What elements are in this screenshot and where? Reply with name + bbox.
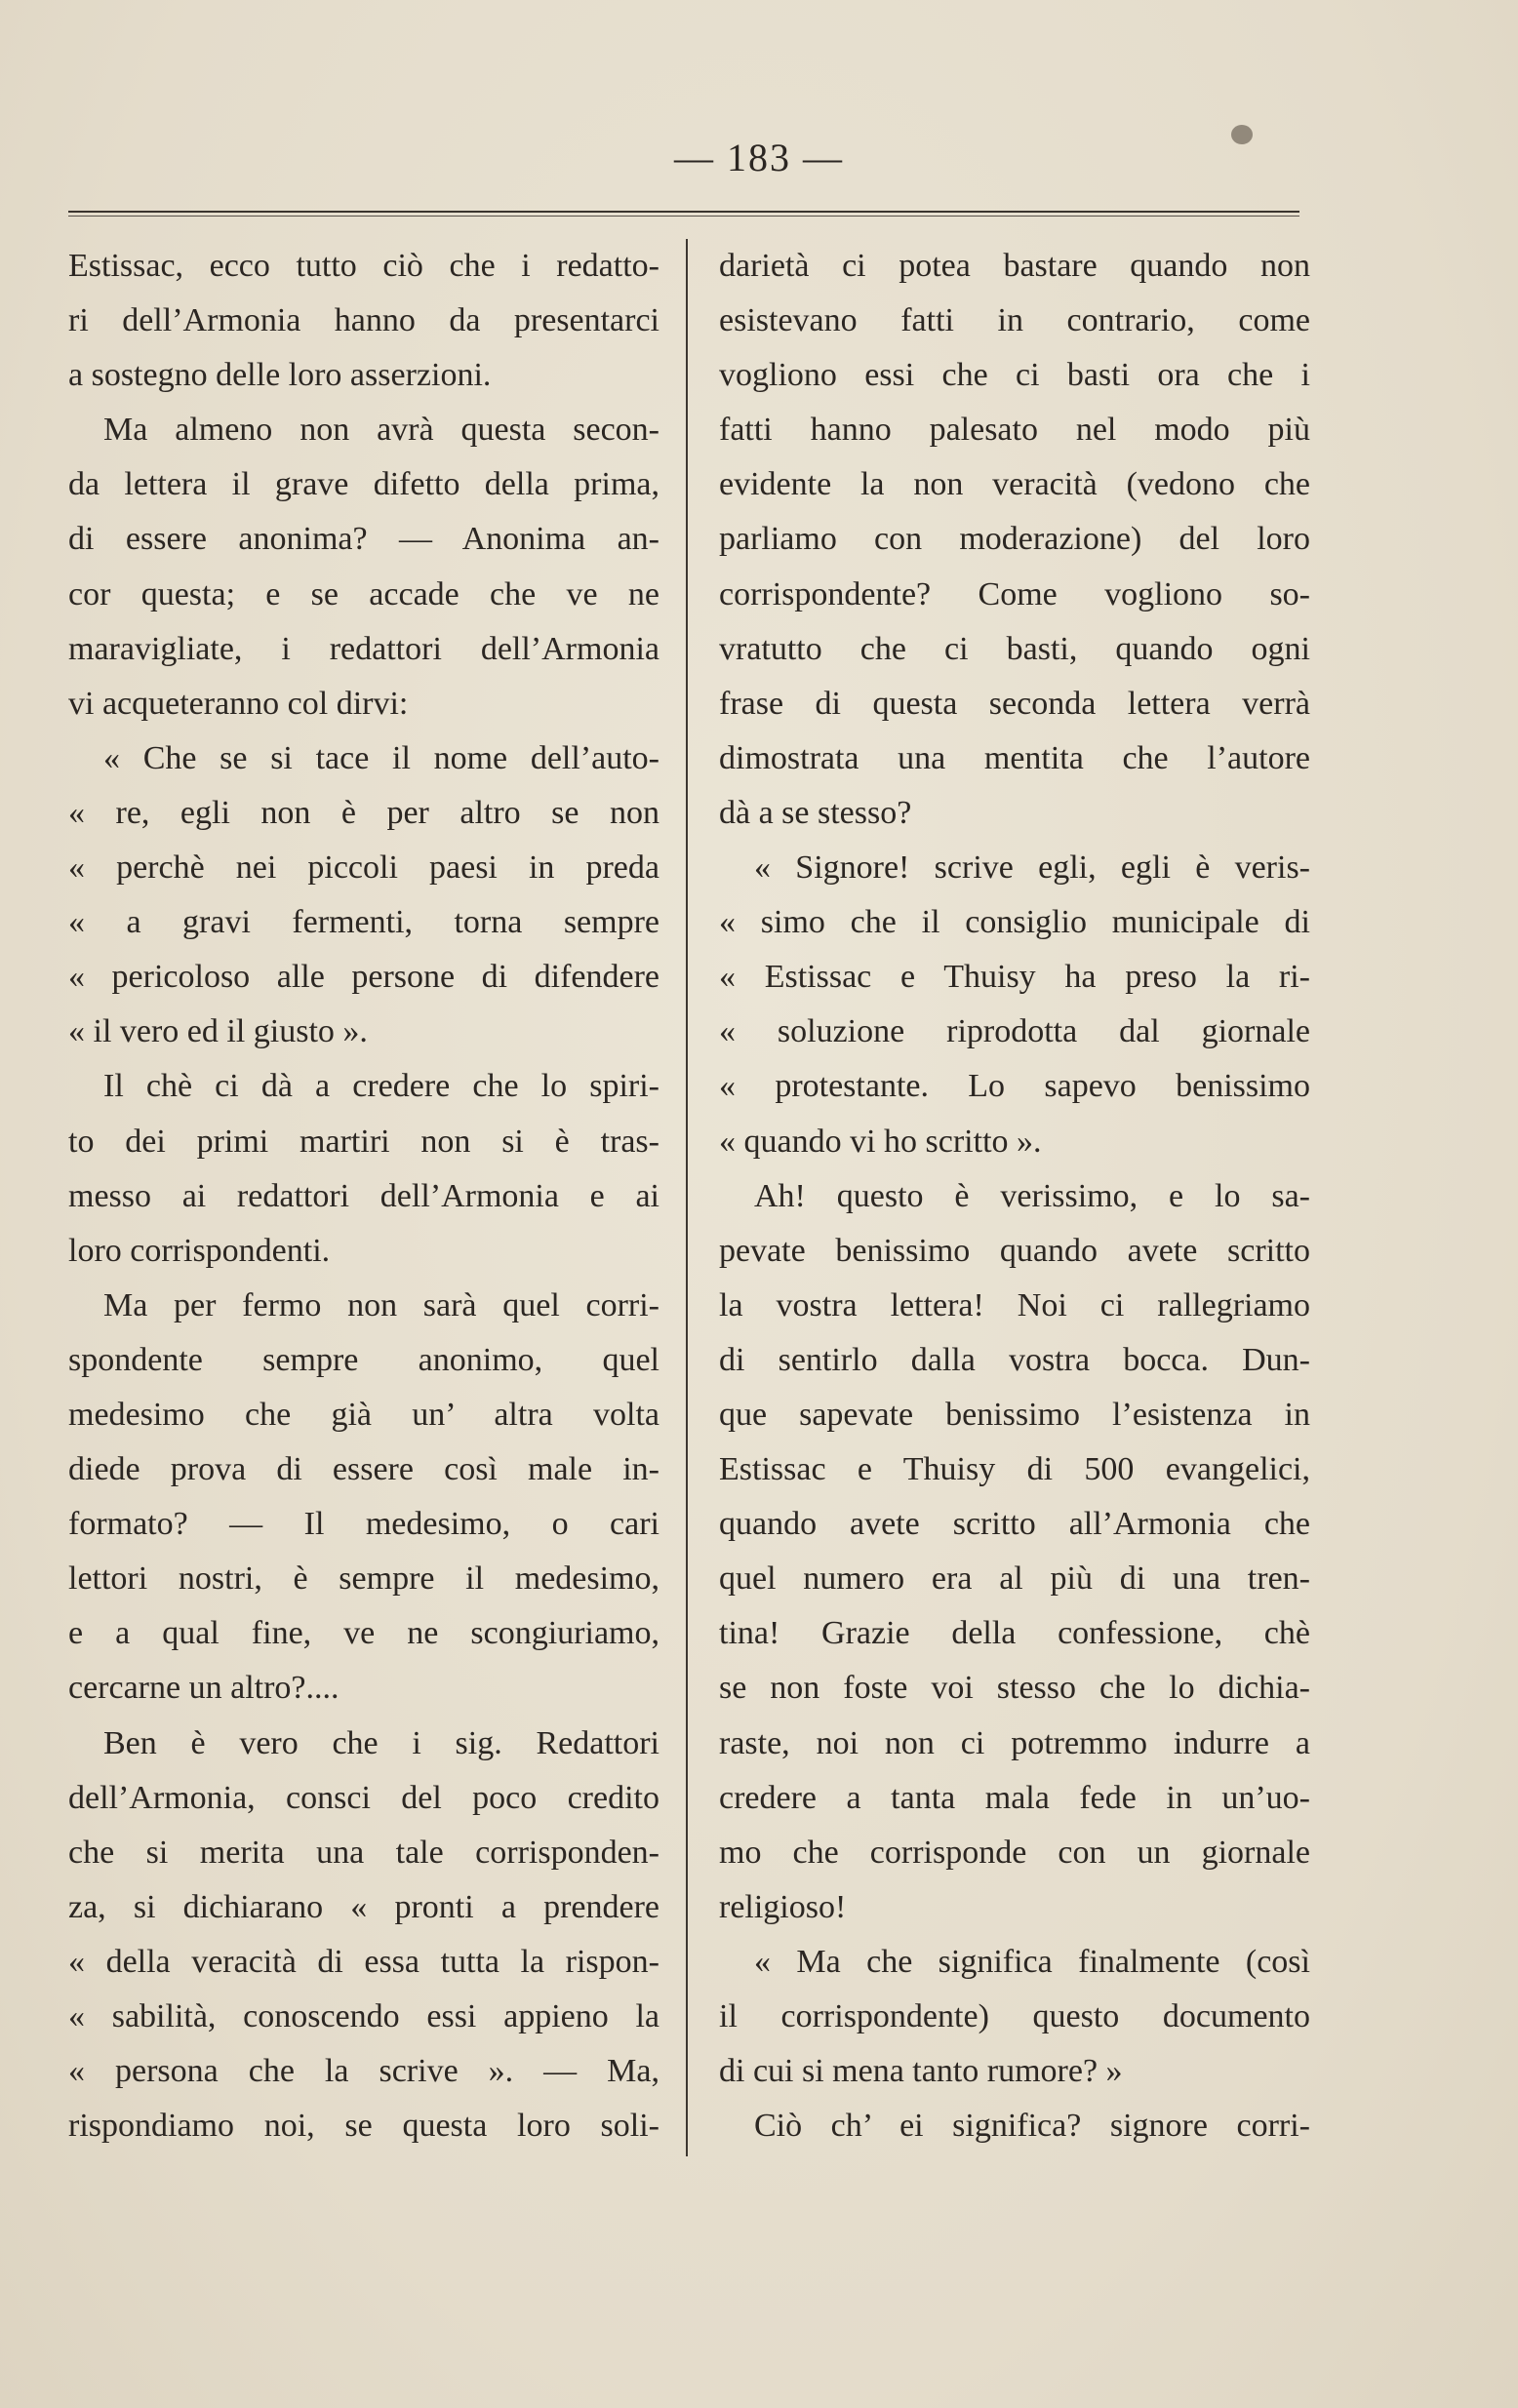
text-line: « della veracità di essa tutta la rispon-	[68, 1943, 659, 1980]
ink-stain	[1231, 125, 1253, 144]
text-line: dà a se stesso?	[719, 794, 912, 831]
text-line: spondente sempre anonimo, quel	[68, 1341, 659, 1378]
text-line: Il chè ci dà a credere che lo spiri-	[103, 1068, 659, 1105]
text-line: a sostegno delle loro asserzioni.	[68, 357, 492, 394]
text-line: tina! Grazie della confessione, chè	[719, 1615, 1310, 1652]
text-line: cor questa; e se accade che ve ne	[68, 575, 659, 612]
text-line: di cui si mena tanto rumore? »	[719, 2053, 1123, 2090]
text-line: « persona che la scrive ». — Ma,	[68, 2053, 659, 2090]
text-line: di essere anonima? — Anonima an-	[68, 521, 659, 558]
text-line: Ma almeno non avrà questa secon-	[103, 412, 659, 449]
text-line: diede prova di essere così male in-	[68, 1451, 659, 1488]
text-line: Ma per fermo non sarà quel corri-	[103, 1286, 659, 1323]
text-line: « pericoloso alle persone di difendere	[68, 959, 659, 996]
text-line: raste, noi non ci potremmo indurre a	[719, 1724, 1310, 1761]
text-line: cercarne un altro?....	[68, 1670, 340, 1707]
text-line: Ah! questo è verissimo, e lo sa-	[754, 1177, 1310, 1214]
text-line: quando avete scritto all’Armonia che	[719, 1506, 1310, 1543]
text-line: za, si dichiarano « pronti a prendere	[68, 1888, 659, 1925]
text-line: darietà ci potea bastare quando non	[719, 248, 1310, 284]
text-line: se non foste voi stesso che lo dichia-	[719, 1670, 1310, 1707]
text-line: « quando vi ho scritto ».	[719, 1123, 1042, 1160]
text-line: to dei primi martiri non si è tras-	[68, 1123, 659, 1160]
text-line: messo ai redattori dell’Armonia e ai	[68, 1177, 659, 1214]
text-line: la vostra lettera! Noi ci rallegriamo	[719, 1286, 1310, 1323]
text-line: pevate benissimo quando avete scritto	[719, 1232, 1310, 1269]
text-line: dimostrata una mentita che l’autore	[719, 739, 1310, 776]
text-line: quel numero era al più di una tren-	[719, 1560, 1310, 1598]
right-column	[719, 239, 1310, 2153]
text-line: vratutto che ci basti, quando ogni	[719, 630, 1310, 667]
text-line: mo che corrisponde con un giornale	[719, 1834, 1310, 1871]
text-line: di sentirlo dalla vostra bocca. Dun-	[719, 1341, 1310, 1378]
text-line: « sabilità, conoscendo essi appieno la	[68, 1998, 659, 2034]
text-line: « Estissac e Thuisy ha preso la ri-	[719, 959, 1310, 996]
text-line: maravigliate, i redattori dell’Armonia	[68, 630, 659, 667]
column-divider	[686, 239, 688, 2156]
text-line: medesimo che già un’ altra volta	[68, 1396, 659, 1433]
text-line: « Ma che significa finalmente (così	[754, 1943, 1310, 1980]
text-line: « protestante. Lo sapevo benissimo	[719, 1068, 1310, 1105]
left-column	[68, 239, 659, 2153]
text-line: lettori nostri, è sempre il medesimo,	[68, 1560, 659, 1598]
text-line: « il vero ed il giusto ».	[68, 1013, 368, 1050]
text-line: Estissac, ecco tutto ciò che i redatto-	[68, 248, 659, 284]
text-line: esistevano fatti in contrario, come	[719, 302, 1310, 339]
text-line: evidente la non veracità (vedono che	[719, 466, 1310, 503]
page-number: — 183 —	[674, 136, 844, 179]
text-line: « Signore! scrive egli, egli è veris-	[754, 849, 1310, 887]
text-line: frase di questa seconda lettera verrà	[719, 685, 1310, 722]
text-line: « re, egli non è per altro se non	[68, 794, 659, 831]
text-line: « a gravi fermenti, torna sempre	[68, 904, 659, 941]
header-rule	[68, 211, 1299, 217]
text-line: ri dell’Armonia hanno da presentarci	[68, 302, 659, 339]
text-line: credere a tanta mala fede in un’uo-	[719, 1779, 1310, 1816]
text-line: formato? — Il medesimo, o cari	[68, 1506, 659, 1543]
text-line: che si merita una tale corrisponden-	[68, 1834, 659, 1871]
text-line: « Che se si tace il nome dell’auto-	[103, 739, 659, 776]
text-line: loro corrispondenti.	[68, 1232, 331, 1269]
text-line: rispondiamo noi, se questa loro soli-	[68, 2108, 659, 2145]
text-line: Ben è vero che i sig. Redattori	[103, 1724, 659, 1761]
text-line: fatti hanno palesato nel modo più	[719, 412, 1310, 449]
text-line: religioso!	[719, 1888, 847, 1925]
text-line: vi acqueteranno col dirvi:	[68, 685, 409, 722]
text-line: parliamo con moderazione) del loro	[719, 521, 1310, 558]
text-line: que sapevate benissimo l’esistenza in	[719, 1396, 1310, 1433]
text-line: « perchè nei piccoli paesi in preda	[68, 849, 659, 887]
text-line: Ciò ch’ ei significa? signore corri-	[754, 2108, 1310, 2145]
text-line: da lettera il grave difetto della prima,	[68, 466, 659, 503]
text-line: « simo che il consiglio municipale di	[719, 904, 1310, 941]
text-line: corrispondente? Come vogliono so-	[719, 575, 1310, 612]
text-line: vogliono essi che ci basti ora che i	[719, 357, 1310, 394]
text-line: e a qual fine, ve ne scongiuriamo,	[68, 1615, 659, 1652]
text-line: Estissac e Thuisy di 500 evangelici,	[719, 1451, 1310, 1488]
text-line: dell’Armonia, consci del poco credito	[68, 1779, 659, 1816]
text-line: « soluzione riprodotta dal giornale	[719, 1013, 1310, 1050]
text-line: il corrispondente) questo documento	[719, 1998, 1310, 2034]
